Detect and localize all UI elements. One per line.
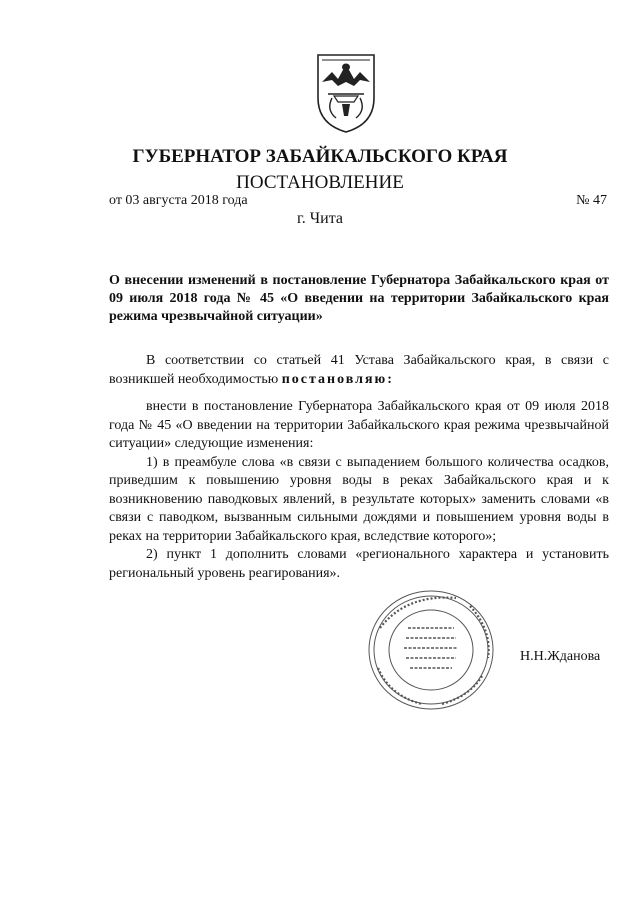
signer-name: Н.Н.Жданова	[520, 649, 601, 664]
resolve-word: постановляю	[281, 371, 388, 387]
document-city: г. Чита	[296, 210, 343, 227]
official-stamp	[366, 588, 496, 712]
amendment-item-1: 1) в преамбуле слова «в связи с выпадением большого количества осадков, приведшим к повышению уровня воды в реках Забайкальского края и к возникновению паводковых явлений, в результате которых» заменить словами «в связи с паводком, вызванным сильными дождями и повышением уровня воды в реках на территории Забайкальского края, вследствие которого»;	[109, 454, 609, 544]
coat-of-arms-emblem	[314, 52, 378, 134]
document-subject: О внесении изменений в постановление Губернатора Забайкальского края от 09 июля 2018 года № 45 «О введении на территории Забайкальского края режима чрезвычайной ситуации»	[109, 273, 609, 324]
document-body	[109, 352, 609, 583]
resolve-colon: :	[387, 371, 392, 387]
issuing-authority: ГУБЕРНАТОР ЗАБАЙКАЛЬСКОГО КРАЯ	[132, 146, 508, 167]
preamble-text: В соответствии со статьей 41 Устава Забайкальского края, в связи с возникшей необходимостью	[109, 353, 609, 387]
document-date: от 03 августа 2018 года	[109, 193, 248, 208]
amendment-item-2: 2) пункт 1 дополнить словами «регионального характера и установить региональный уровень реагирования».	[109, 547, 609, 581]
document-type: ПОСТАНОВЛЕНИЕ	[236, 172, 404, 193]
main-paragraph: внести в постановление Губернатора Забайкальского края от 09 июля 2018 года № 45 «О введении на территории Забайкальского края режима чрезвычайной ситуации» следующие изменения:	[109, 399, 609, 451]
preamble-paragraph	[109, 352, 609, 389]
document-number: № 47	[576, 193, 607, 208]
